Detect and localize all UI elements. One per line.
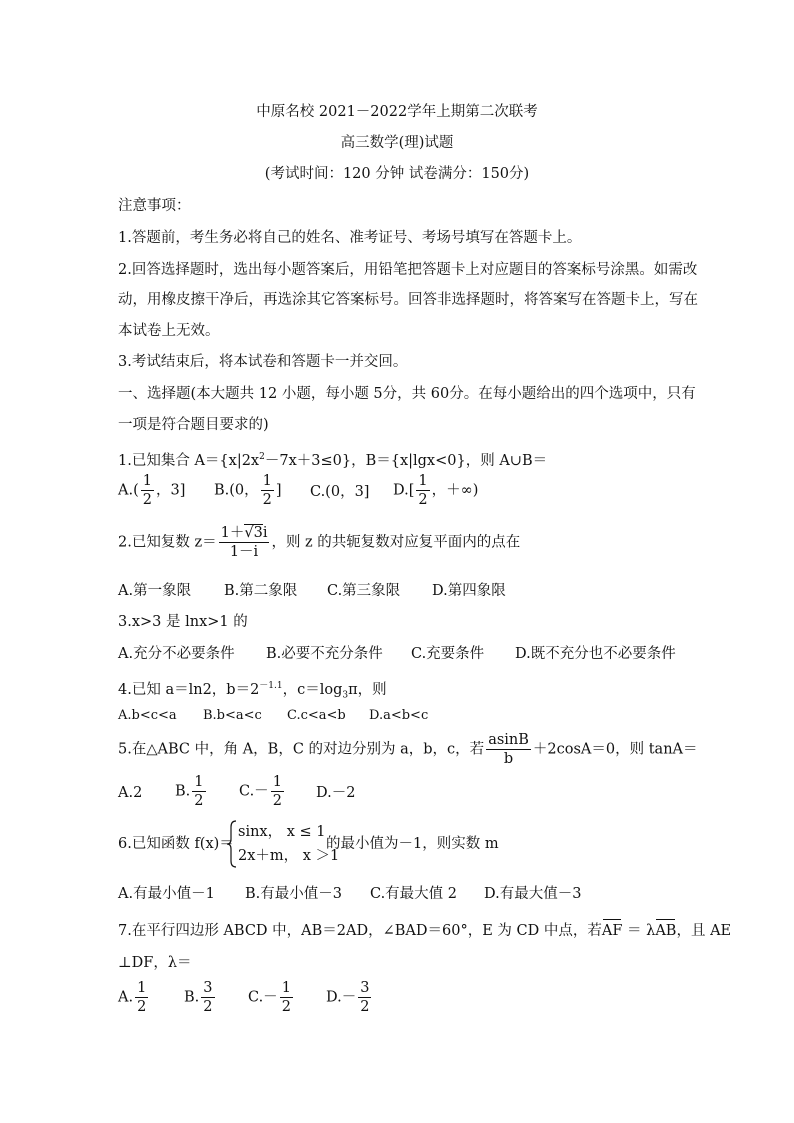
q3-option-c: C.充要条件 xyxy=(411,646,485,662)
q7-stem-line-1: 7.在平行四边形 ABCD 中，AB＝2AD，∠BAD＝60°，E 为 CD 中点，若AF ＝ λAB，且 AE xyxy=(118,923,732,939)
q7-option-b: B. $\frac{3}{2}$ xyxy=(184,980,213,1015)
section-heading-line-2: 一项是符合题目要求的) xyxy=(118,417,269,433)
exam-title: 中原名校 2021－2022学年上期第二次联考 xyxy=(256,104,538,120)
q3-option-a: A.充分不必要条件 xyxy=(118,646,235,662)
q6-stem-pre: 6.已知函数 f(x)＝ xyxy=(118,836,234,852)
q5-option-d: D.－2 xyxy=(316,785,356,801)
exam-subject: 高三数学(理)试题 xyxy=(340,135,454,151)
q1-option-c: C.(0，3] xyxy=(310,484,370,500)
q4-option-b: B.b<a<c xyxy=(203,708,262,723)
note-2-line-3: 本试卷上无效。 xyxy=(118,323,220,339)
vector-af: AF xyxy=(601,923,623,939)
q3-option-b: B.必要不充分条件 xyxy=(266,646,383,662)
q1-option-d: D.[ $\frac{1}{2}$ ，＋∞) xyxy=(393,473,479,508)
q6-case-1: sinx， x ≤ 1 xyxy=(238,824,326,840)
note-1: 1.答题前，考生务必将自己的姓名、准考证号、考场号填写在答题卡上。 xyxy=(118,230,582,246)
q6-stem-post: 的最小值为－1，则实数 m xyxy=(326,836,499,852)
q5-stem: 5.在△ABC 中，角 A，B，C 的对边分别为 a，b，c，若 $\frac{asinB}{b}$ ＋2cosA＝0，则 tanA＝ xyxy=(118,732,698,767)
q2-option-d: D.第四象限 xyxy=(432,583,506,599)
q3-option-d: D.既不充分也不必要条件 xyxy=(515,646,676,662)
q6-option-b: B.有最小值－3 xyxy=(245,886,342,902)
q6-option-a: A.有最小值－1 xyxy=(118,886,215,902)
q2-stem: 2.已知复数 z＝ $\frac{1+√3i}{1-i}$ ，则 z 的共轭复数对应复平面内的点在 xyxy=(118,525,521,560)
q7-option-a: A. $\frac{1}{2}$ xyxy=(118,980,147,1015)
exam-time-info: (考试时间：120 分钟 试卷满分：150分) xyxy=(264,166,530,182)
q7-option-c: C.－ $\frac{1}{2}$ xyxy=(248,980,291,1015)
q4-option-d: D.a<b<c xyxy=(369,708,429,723)
section-heading-line-1: 一、选择题(本大题共 12 小题，每小题 5分，共 60分。在每小题给出的四个选项中，只有 xyxy=(118,386,696,402)
q4-stem: 4.已知 a＝ln2，$b=2^{-1.1}$，$c=\log_3\pi$，则 xyxy=(118,681,387,701)
q2-option-c: C.第三象限 xyxy=(327,583,401,599)
q6-option-c: C.有最大值 2 xyxy=(370,886,458,902)
note-2-line-2: 动，用橡皮擦干净后，再选涂其它答案标号。回答非选择题时，将答案写在答题卡上，写在 xyxy=(118,292,698,308)
q1-option-b: B.(0， $\frac{1}{2}$ ] xyxy=(214,473,282,508)
q7-option-d: D.－ $\frac{3}{2}$ xyxy=(326,980,370,1015)
q4-option-c: C.c<a<b xyxy=(287,708,346,723)
vector-ab: AB xyxy=(655,923,677,939)
q5-option-b: B. $\frac{1}{2}$ xyxy=(175,774,204,809)
note-3: 3.考试结束后，将本试卷和答题卡一并交回。 xyxy=(118,354,408,370)
q3-stem: 3.x>3 是 lnx>1 的 xyxy=(118,614,248,630)
q1-stem: 1.已知集合 $A=\{x|2x^2-7x+3\le 0\}$，B＝{x|lgx<0}，则 A∪B＝ xyxy=(118,452,548,469)
q5-option-c: C.－ $\frac{1}{2}$ xyxy=(239,774,282,809)
q5-option-a: A.2 xyxy=(118,785,143,801)
q2-option-b: B.第二象限 xyxy=(224,583,298,599)
q6-option-d: D.有最大值－3 xyxy=(484,886,582,902)
q4-option-a: A.b<c<a xyxy=(118,708,177,723)
q1-option-a: A.( $\frac{1}{2}$ ，3] xyxy=(118,473,186,508)
q6-case-2: 2x＋m， x ＞1 xyxy=(238,848,340,864)
notes-heading: 注意事项： xyxy=(118,198,191,214)
q6-brace xyxy=(226,819,238,869)
q7-stem-line-2: ⊥DF，λ＝ xyxy=(118,955,192,971)
note-2-line-1: 2.回答选择题时，选出每小题答案后，用铅笔把答题卡上对应题目的答案标号涂黑。如需改 xyxy=(118,262,698,278)
q2-option-a: A.第一象限 xyxy=(118,583,192,599)
